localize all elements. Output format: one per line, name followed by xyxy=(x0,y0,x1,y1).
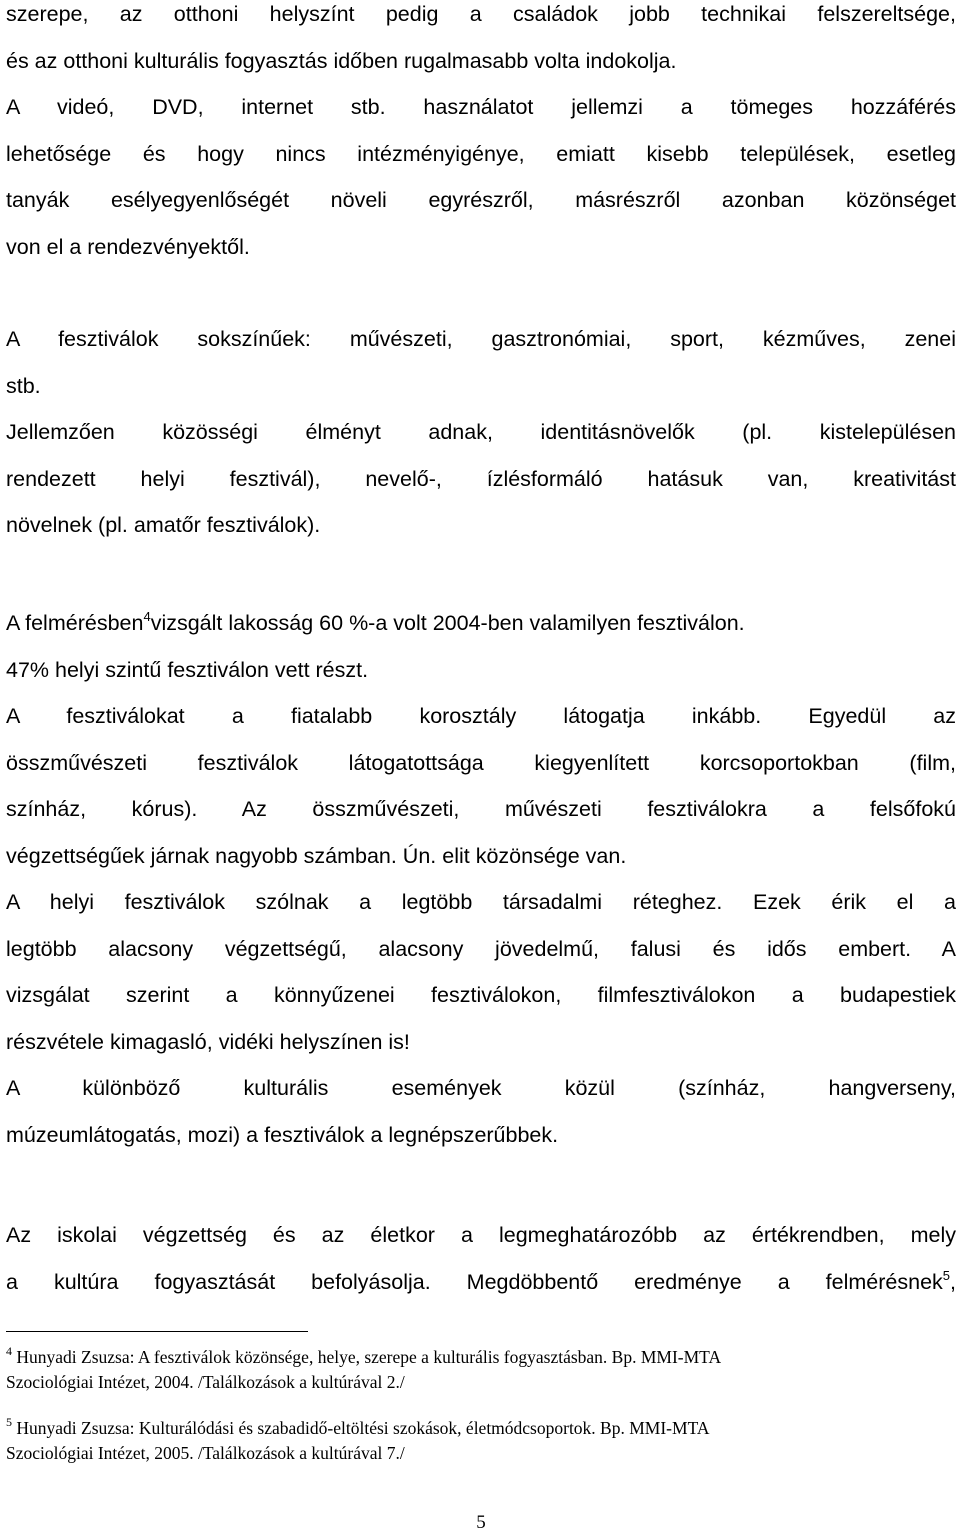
paragraph-line: Az iskolai végzettség és az életkor a legmeghatározóbb az értékrendben, mely xyxy=(6,1223,956,1247)
paragraph-line: A fesztiválokat a fiatalabb korosztály látogatja inkább. Egyedül az xyxy=(6,704,956,728)
paragraph-text: a kultúra fogyasztását befolyásolja. Megdöbbentő eredménye a felmérésnek xyxy=(6,1269,943,1294)
footnote-text: Hunyadi Zsuzsa: Kulturálódási és szabadidő-eltöltési szokások, életmódcsoportok. Bp. MMI-MTA xyxy=(16,1418,710,1438)
paragraph-text: A felmérésben xyxy=(6,611,144,635)
footnote-line: Szociológiai Intézet, 2005. /Találkozások a kultúrával 7./ xyxy=(6,1443,405,1463)
paragraph-line: stb. xyxy=(6,373,41,398)
footnote-separator xyxy=(6,1331,308,1332)
footnote-line xyxy=(6,1416,956,1441)
paragraph-line xyxy=(6,600,956,647)
paragraph-line: végzettségűek járnak nagyobb számban. Ún. elit közönsége van. xyxy=(6,843,627,868)
paragraph-line: rendezett helyi fesztivál), nevelő-, ízlésformáló hatásuk van, kreativitást xyxy=(6,466,956,491)
paragraph-line xyxy=(6,1259,956,1306)
paragraph-1 xyxy=(6,0,956,270)
paragraph-line: von el a rendezvényektől. xyxy=(6,234,250,259)
paragraph-2 xyxy=(6,316,956,549)
footnote-marker: 4 xyxy=(6,1344,12,1358)
paragraph-text: vizsgált lakosság 60 %-a volt 2004-ben valamilyen fesztiválon. xyxy=(150,611,745,635)
paragraph-line: összművészeti fesztiválok látogatottsága kiegyenlített korcsoportokban (film, xyxy=(6,750,956,775)
paragraph-line: A fesztiválok sokszínűek: művészeti, gasztronómiai, sport, kézműves, zenei xyxy=(6,327,956,351)
paragraph-text: , xyxy=(950,1269,956,1294)
paragraph-line: és az otthoni kulturális fogyasztás időben rugalmasabb volta indokolja. xyxy=(6,48,677,73)
footnote-4 xyxy=(6,1345,956,1395)
paragraph-line: legtöbb alacsony végzettségű, alacsony jövedelmű, falusi és idős embert. A xyxy=(6,936,956,961)
footnote-5 xyxy=(6,1416,956,1466)
footnote-line xyxy=(6,1345,956,1370)
footnote-text: Hunyadi Zsuzsa: A fesztiválok közönsége, helye, szerepe a kulturális fogyasztásban. Bp. MMI-MTA xyxy=(16,1347,722,1367)
paragraph-line: múzeumlátogatás, mozi) a fesztiválok a legnépszerűbbek. xyxy=(6,1122,559,1147)
paragraph-line: A különböző kulturális események közül (színház, hangverseny, xyxy=(6,1076,956,1100)
paragraph-line: A videó, DVD, internet stb. használatot jellemzi a tömeges hozzáférés xyxy=(6,95,956,119)
paragraph-line: lehetősége és hogy nincs intézményigénye, emiatt kisebb települések, esetleg xyxy=(6,141,956,166)
document-page xyxy=(6,0,956,1537)
paragraph-4 xyxy=(6,1212,956,1305)
paragraph-line: Jellemzően közösségi élményt adnak, identitásnövelők (pl. kistelepülésen xyxy=(6,420,956,444)
paragraph-3 xyxy=(6,600,956,1158)
paragraph-line: vizsgálat szerint a könnyűzenei fesztiválokon, filmfesztiválokon a budapestiek xyxy=(6,983,956,1007)
paragraph-line: 47% helyi szintű fesztiválon vett részt. xyxy=(6,657,369,682)
footnote-reference: 4 xyxy=(143,609,151,624)
paragraph-line: részvétele kimagasló, vidéki helyszínen is! xyxy=(6,1029,410,1054)
footnote-marker: 5 xyxy=(6,1415,12,1429)
page-number: 5 xyxy=(476,1512,486,1533)
paragraph-line: tanyák esélyegyenlőségét növeli egyrészről, másrészről azonban közönséget xyxy=(6,188,956,212)
footnote-reference: 5 xyxy=(942,1267,951,1283)
paragraph-line: növelnek (pl. amatőr fesztiválok). xyxy=(6,513,321,537)
paragraph-line: A helyi fesztiválok szólnak a legtöbb társadalmi réteghez. Ezek érik el a xyxy=(6,890,956,914)
paragraph-line: szerepe, az otthoni helyszínt pedig a családok jobb technikai felszereltsége, xyxy=(6,2,956,26)
paragraph-line: színház, kórus). Az összművészeti, művészeti fesztiválokra a felsőfokú xyxy=(6,797,956,821)
footnote-line: Szociológiai Intézet, 2004. /Találkozások a kultúrával 2./ xyxy=(6,1372,405,1392)
